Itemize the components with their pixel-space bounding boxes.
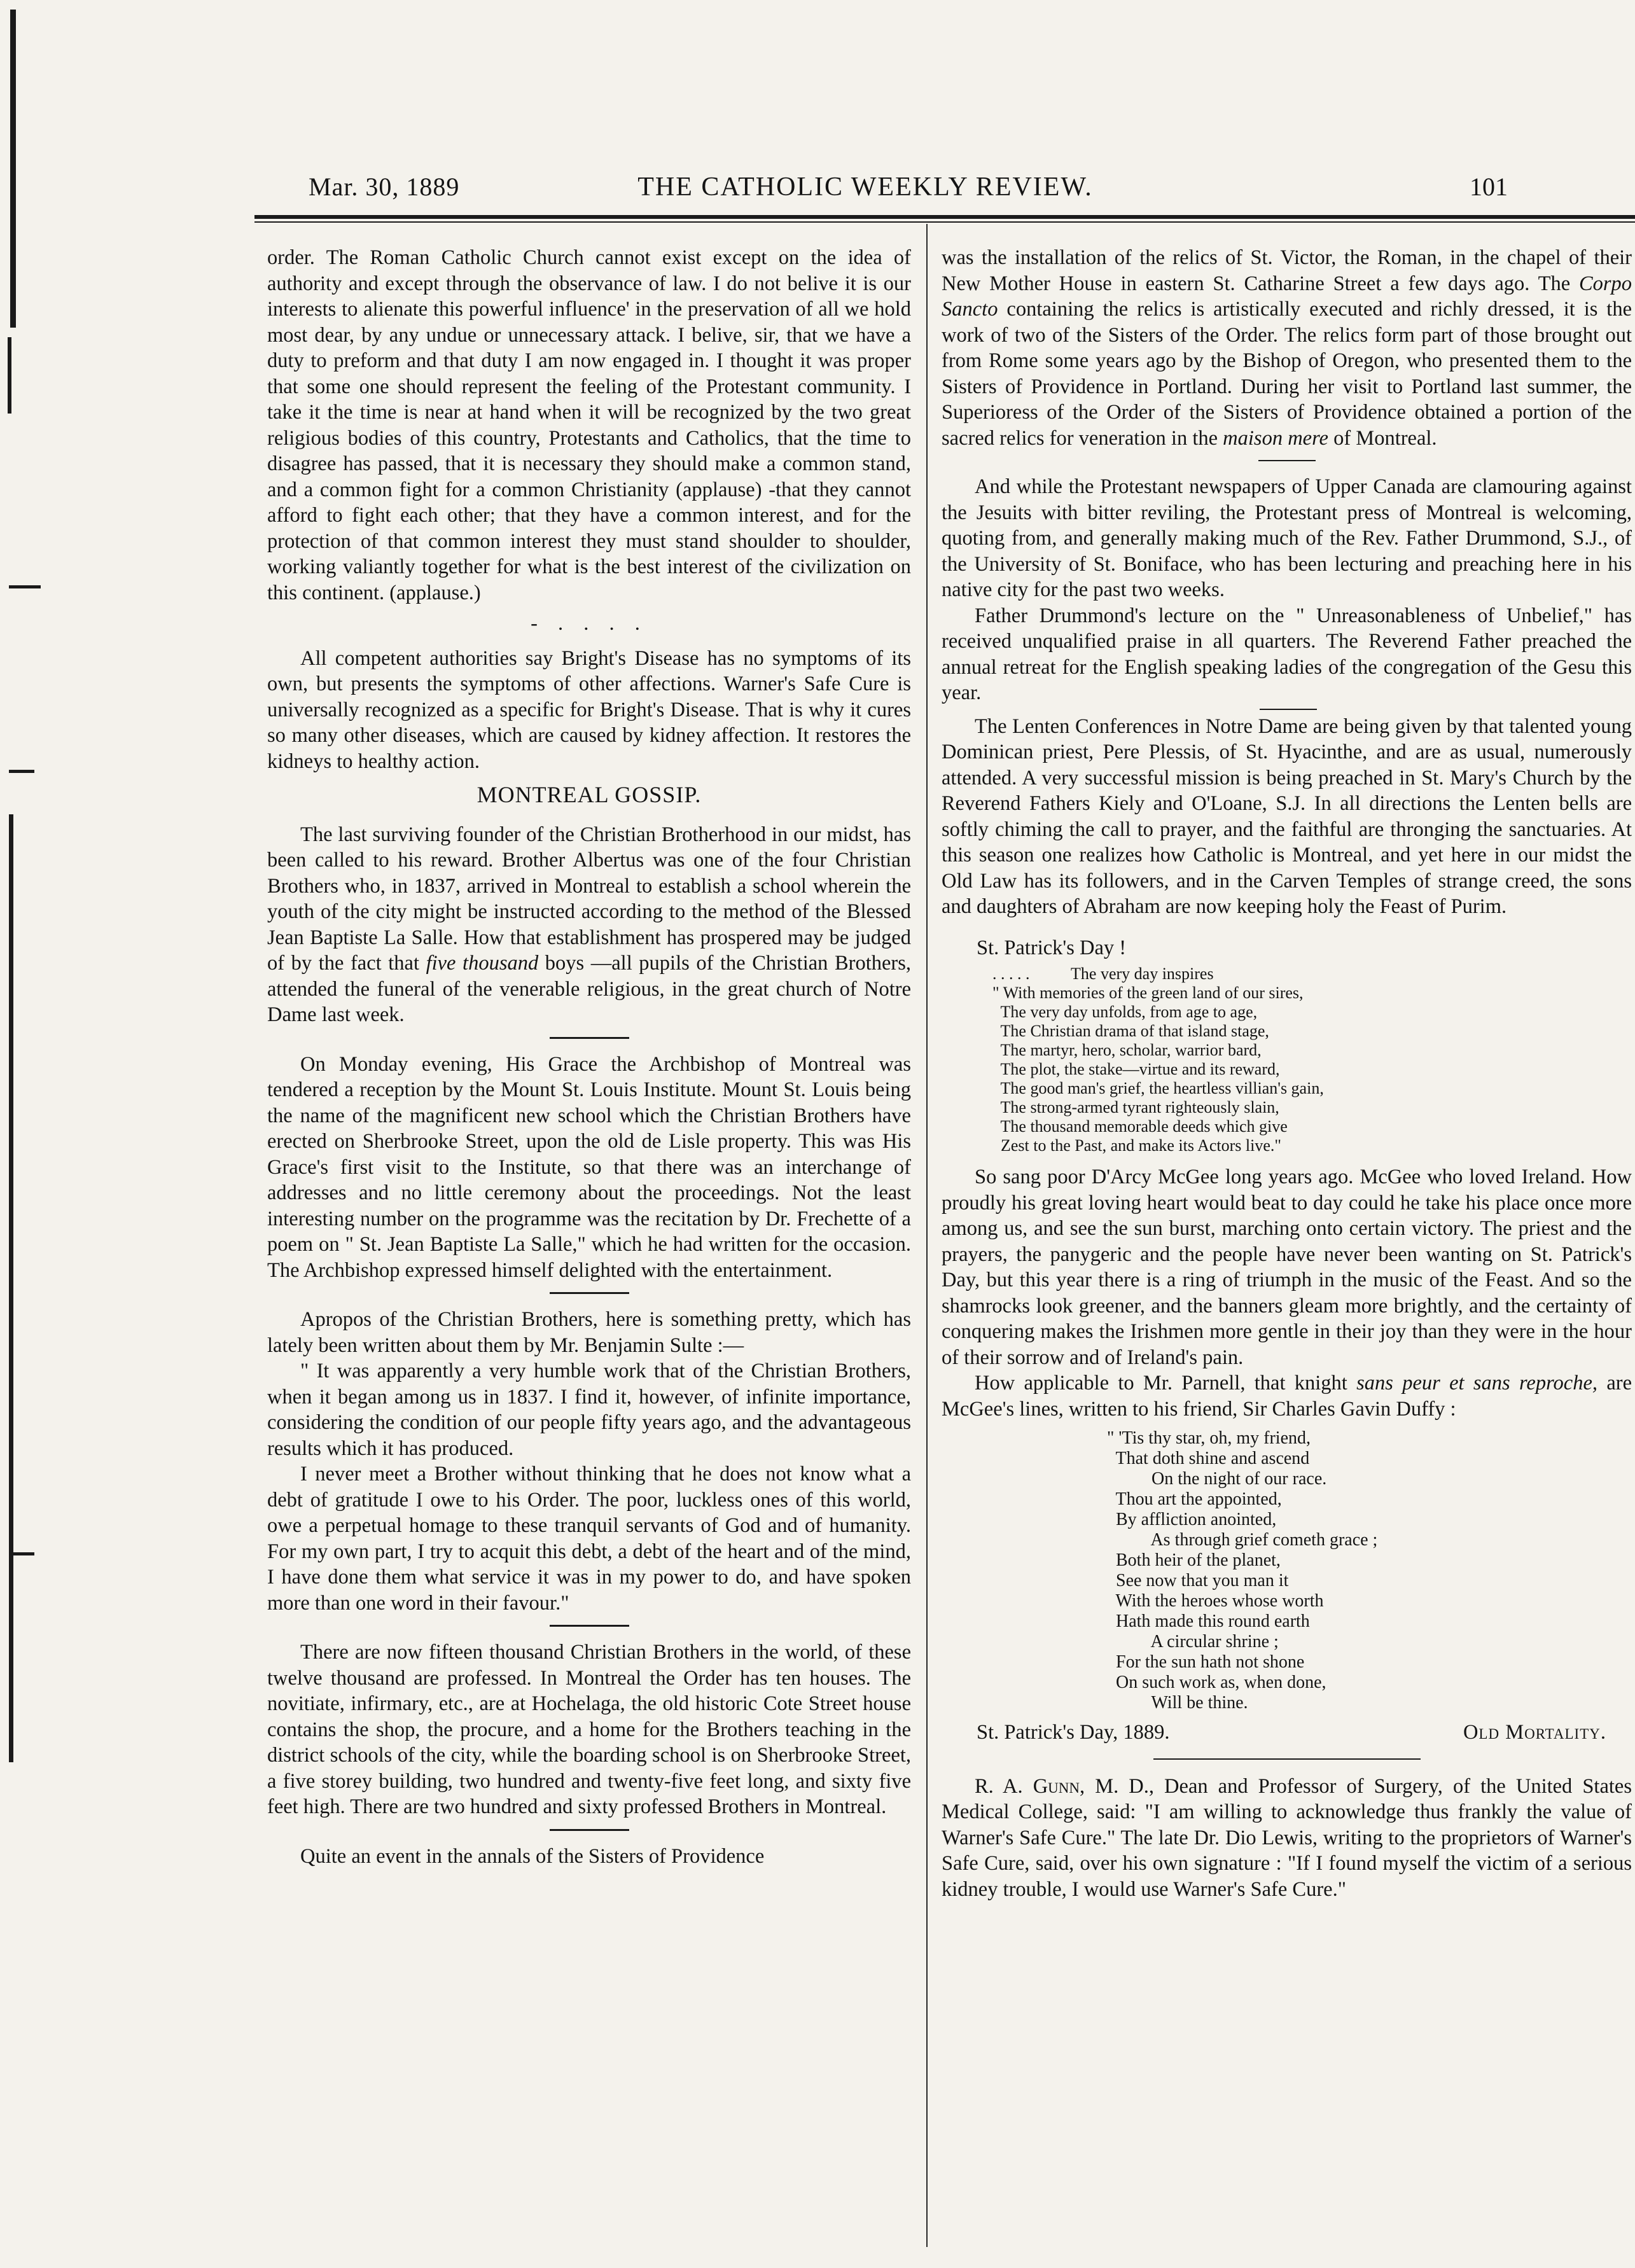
- header-rule-thin: [254, 221, 1635, 223]
- section-divider: [1153, 1758, 1421, 1760]
- paragraph: St. Patrick's Day !: [977, 936, 1127, 959]
- paragraph: So sang poor D'Arcy McGee long years ago. McGee who loved Ireland. How proudly his great loving heart would beat to day could he take his place once more among us, and see the sun burst, marching onto certain victory. The priest and the prayers, the panygeric and the people have never been wanting on St. Patrick's Day, but this year there is a ring of triumph in the music of the Feast. And so the shamrocks look greener, and the banners gleam more brightly, and the certainty of conquering makes the Irishmen more gentle in their joy than they were in the hour of their sorrow and of Ireland's pain.: [942, 1165, 1632, 1369]
- page-number: 101: [1470, 172, 1508, 201]
- poem-line: With the heroes whose worth: [1107, 1591, 1324, 1611]
- paragraph: order. The Roman Catholic Church cannot exist except on the idea of authority and except through the observance of law. I do not belive it is our interests to alienate this powerful influence' in the preservation of all we hold most dear, by any undue or unnecessary attack. I belive, sir, that we have a duty to preform and that duty I am now engaged in. I thought it was proper that some one should represent the feeling of the Protestant community. I take it the time is near at hand when it will be recognized by the two great religious bodies of this country, Protestants and Catholics, that the time to disagree has passed, that it is necessary they should make a common stand, and a common fight for a common Christianity (applause) -that they cannot afford to fight each other; that they have a common interest, and for the protection of that common interest they must stand shoulder to shoulder, working valiantly together for what is the best interest of the civilization on this continent. (applause.): [267, 246, 911, 604]
- poem-line: Will be thine.: [1107, 1693, 1248, 1713]
- poem-line: See now that you man it: [1107, 1571, 1289, 1590]
- verse-line: The Christian drama of that island stage,: [992, 1022, 1269, 1040]
- left-column: [267, 245, 911, 1869]
- verse-line: The martyr, hero, scholar, warrior bard,: [992, 1041, 1262, 1059]
- paragraph: There are now fifteen thousand Christian Brothers in the world, of these twelve thousand are professed. In Montreal the Order has ten houses. The novitiate, infirmary, etc., are at Hochelaga, the old historic Cote Street house contains the shop, the procure, and a home for the Brothers teaching in the district schools of the city, while the boarding school is on Sherbrooke Street, a five storey building, two hundred and twenty-five feet long, and sixty five feet high. There are two hundred and sixty professed Brothers in Montreal.: [267, 1641, 911, 1818]
- paragraph: R. A. Gunn, M. D., Dean and Professor of Surgery, of the United States Medical College, said: "I am willing to acknowledge thus frankly the value of Warner's Safe Cure." The late Dr. Dio Lewis, writing to the proprietors of Warner's Safe Cure, said, over his own signature : "If I found myself the victim of a serious kidney trouble, I would use Warner's Safe Cure.": [942, 1774, 1632, 1901]
- paragraph: On Monday evening, His Grace the Archbishop of Montreal was tendered a reception by the Mount St. Louis Institute. Mount St. Louis being the name of the magnificent new school which the Christian Brothers have erected on Sherbrooke Street, upon the old de Lisle property. This was His Grace's first visit to the Institute, so that there was an interchange of addresses and no little ceremony about the proceedings. Not the least interesting number on the programme was the recitation by Dr. Frechette of a poem on " St. Jean Baptiste La Salle," which he had written for the occasion. The Archbishop expressed himself delighted with the entertainment.: [267, 1052, 911, 1282]
- paragraph: I never meet a Brother without thinking that he does not know what a debt of gratitude I owe to his Order. The poor, luckless ones of this world, owe a perpetual homage to these tranquil servants of God and of humanity. For my own part, I try to acquit this debt, a debt of the heart and of the mind, I have done them what service it was in my power to do, and have spoken more than one word in their favour.": [267, 1463, 911, 1615]
- header-rule-thick: [254, 215, 1635, 219]
- paragraph: All competent authorities say Bright's Disease has no symptoms of its own, but presents the symptoms of other affections. Warner's Safe Cure is universally recognized as a specific for Bright's Disease. That is why it cures so many other diseases, which are caused by kidney affection. It restores the kidneys to healthy action.: [267, 646, 911, 773]
- verse-line: The thousand memorable deeds which give: [992, 1117, 1288, 1136]
- paragraph: " It was apparently a very humble work that of the Christian Brothers, when it began among us in 1837. I find it, however, of infinite importance, considering the condition of our people fifty years ago, and the advantageous results which it has produced.: [267, 1360, 911, 1460]
- poem-line: A circular shrine ;: [1107, 1632, 1279, 1652]
- verse-line: The good man's grief, the heartless villian's gain,: [992, 1079, 1324, 1097]
- right-column: [942, 245, 1632, 1902]
- running-header: [204, 172, 1527, 210]
- publication-title: THE CATHOLIC WEEKLY REVIEW.: [637, 172, 1093, 202]
- paragraph: And while the Protestant newspapers of Upper Canada are clamouring against the Jesuits with bitter reviling, the Protestant press of Montreal is welcoming, quoting from, and generally making much of the Rev. Father Drummond, S.J., of the University of St. Boniface, who has been lecturing and preaching here in his native city for the past two weeks.: [942, 475, 1632, 601]
- section-divider: [1258, 460, 1316, 461]
- poem-line: By affliction anointed,: [1107, 1510, 1277, 1529]
- issue-date: Mar. 30, 1889: [309, 172, 460, 201]
- signature-author: Old Mortality.: [1463, 1721, 1606, 1744]
- signature-date: St. Patrick's Day, 1889.: [977, 1721, 1170, 1744]
- paragraph: How applicable to Mr. Parnell, that knight sans peur et sans reproche, are McGee's lines, written to his friend, Sir Charles Gavin Duffy :: [942, 1372, 1632, 1421]
- poem-line: " 'Tis thy star, oh, my friend,: [1107, 1428, 1311, 1448]
- verse-line: The strong-armed tyrant righteously slain,: [992, 1098, 1279, 1117]
- binding-marks: [0, 0, 45, 2268]
- paragraph: The Lenten Conferences in Notre Dame are being given by that talented young Dominican priest, Pere Plessis, of St. Hyacinthe, and are as usual, numerously attended. A very successful mission is being preached in St. Mary's Church by the Reverend Fathers Kiely and O'Loane, S.J. In all directions the Lenten bells are softly chiming the call to prayer, and the faithful are thronging the sanctuaries. At this season one realizes how Catholic is Montreal, and yet here in our midst the Old Law has its followers, and in the Carven Temples of strange creed, the sons and daughters of Abraham are now keeping holy the Feast of Purim.: [942, 714, 1632, 918]
- section-heading: MONTREAL GOSSIP.: [477, 782, 702, 807]
- paragraph: The last surviving founder of the Christian Brotherhood in our midst, has been called to his reward. Brother Albertus was one of the four Christian Brothers who, in 1837, arrived in Montreal to establish a school wherein the youth of the city might be instructed according to the method of the Blessed Jean Baptiste La Salle. How that establishment has prospered may be judged of by the fact that five thousand boys —all pupils of the Christian Brothers, attended the funeral of the venerable religious, in the great church of Notre Dame last week.: [267, 823, 912, 1026]
- section-divider: [550, 1292, 629, 1294]
- paragraph: Apropos of the Christian Brothers, here is something pretty, which has lately been written about them by Mr. Benjamin Sulte :—: [267, 1308, 911, 1357]
- verse-line: " With memories of the green land of our sires,: [992, 984, 1304, 1002]
- signature-line: [977, 1720, 1606, 1746]
- verse-quote: [992, 964, 1632, 1155]
- poem-line: On the night of our race.: [1107, 1469, 1327, 1489]
- section-divider: - . . . .: [531, 612, 648, 635]
- paragraph: Father Drummond's lecture on the " Unreasonableness of Unbelief," has received unqualified praise in all quarters. The Reverend Father preached the annual retreat for the English speaking ladies of the congregation of the Gesu this year.: [942, 604, 1632, 704]
- section-divider: [1260, 709, 1317, 710]
- section-divider: [550, 1625, 629, 1627]
- paragraph: Quite an event in the annals of the Sisters of Providence: [300, 1844, 765, 1868]
- poem-line: Hath made this round earth: [1107, 1611, 1310, 1631]
- paragraph: was the installation of the relics of St. Victor, the Roman, in the chapel of their New Mother House in eastern St. Catharine Street a few days ago. The Corpo Sancto containing the relics is artistically executed and richly dressed, it is the work of two of the Sisters of the Order. The relics form part of those brought out from Rome some years ago by the Bishop of Oregon, who presented them to the Sisters of Providence in Portland. During her visit to Portland last summer, the Superioress of the Order of the Sisters of Providence obtained a portion of the sacred relics for veneration in the maison mere of Montreal.: [942, 246, 1632, 450]
- verse-line: . . . . . The very day inspires: [992, 964, 1214, 983]
- section-divider: [550, 1037, 629, 1039]
- section-divider: [550, 1829, 629, 1831]
- column-separator: [926, 224, 928, 2247]
- poem-line: As through grief cometh grace ;: [1107, 1530, 1378, 1550]
- poem-line: That doth shine and ascend: [1107, 1449, 1310, 1468]
- verse-line: The plot, the stake—virtue and its reward,: [992, 1060, 1280, 1078]
- verse-line: Zest to the Past, and make its Actors live.": [992, 1136, 1281, 1155]
- poem-line: Both heir of the planet,: [1107, 1550, 1281, 1570]
- poem-line: On such work as, when done,: [1107, 1673, 1326, 1692]
- poem-quote: [1107, 1428, 1632, 1713]
- verse-line: The very day unfolds, from age to age,: [992, 1003, 1258, 1021]
- poem-line: For the sun hath not shone: [1107, 1652, 1305, 1672]
- poem-line: Thou art the appointed,: [1107, 1489, 1282, 1509]
